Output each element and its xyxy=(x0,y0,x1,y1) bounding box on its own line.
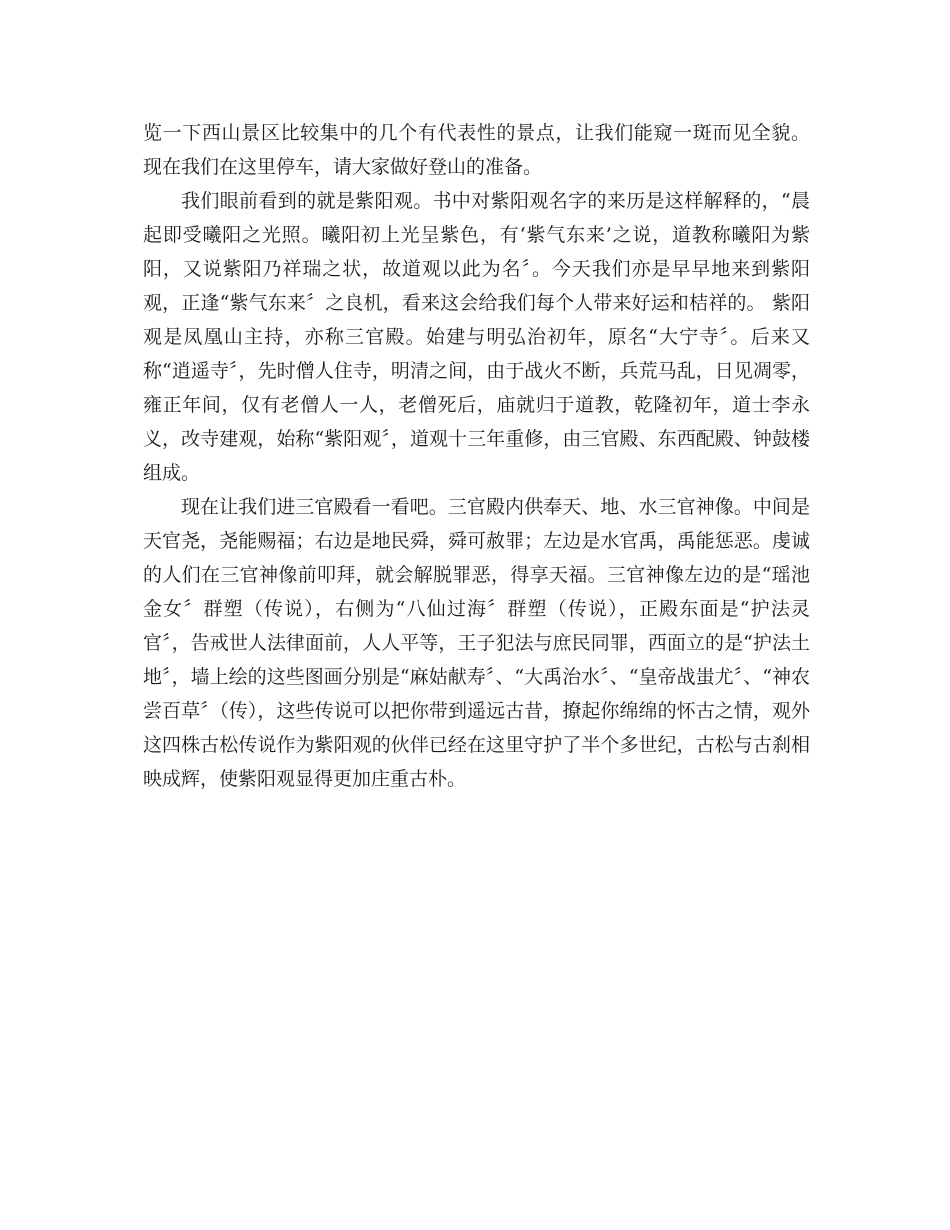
paragraph-1: 览一下西山景区比较集中的几个有代表性的景点，让我们能窥一斑而见全貌。 现在我们在这里停车，请大家做好登山的准备。 xyxy=(143,122,810,178)
document-body xyxy=(143,116,810,796)
paragraph-3: 现在让我们进三官殿看一看吧。三官殿内供奉天、地、水三官神像。中间是天官尧，尧能赐福；右边是地民舜，舜可赦罪；左边是水官禹，禹能惩恶。虔诚的人们在三官神像前叩拜，就会解脱罪恶，得享天福。三官神像左边的是“瑶池金女〞群塑（传说），右侧为“八仙过海〞群塑（传说），正殿东面是“护法灵官〞，告戒世人法律面前，人人平等，王子犯法与庶民同罪，西面立的是“护法土地〞，墙上绘的这些图画分别是“麻姑献寿〞、“大禹治水〞、“皇帝战蚩尤〞、“神农尝百草〞（传），这些传说可以把你带到遥远古昔，撩起你绵绵的怀古之情，观外这四株古松传说作为紫阳观的伙伴已经在这里守护了半个多世纪，古松与古刹相映成辉，使紫阳观显得更加庄重古朴。 xyxy=(143,496,810,790)
paragraph-2: 我们眼前看到的就是紫阳观。书中对紫阳观名字的来历是这样解释的，“晨起即受曦阳之光照。曦阳初上光呈紫色，有‘紫气东来’之说，道教称曦阳为紫阳，又说紫阳乃祥瑞之状，故道观以此为名〞。今天我们亦是早早地来到紫阳观，正逢“紫气东来〞之良机，看来这会给我们每个人带来好运和桔祥的。 紫阳观是凤凰山主持，亦称三官殿。始建与明弘治初年，原名“大宁寺〞。后来又称“逍遥寺〞，先时僧人住寺，明清之间，由于战火不断，兵荒马乱，日见凋零，雍正年间，仅有老僧人一人，老僧死后，庙就归于道教，乾隆初年，道士李永义，改寺建观，始称“紫阳观〞，道观十三年重修，由三官殿、东西配殿、钟鼓楼组成。 xyxy=(143,190,810,484)
